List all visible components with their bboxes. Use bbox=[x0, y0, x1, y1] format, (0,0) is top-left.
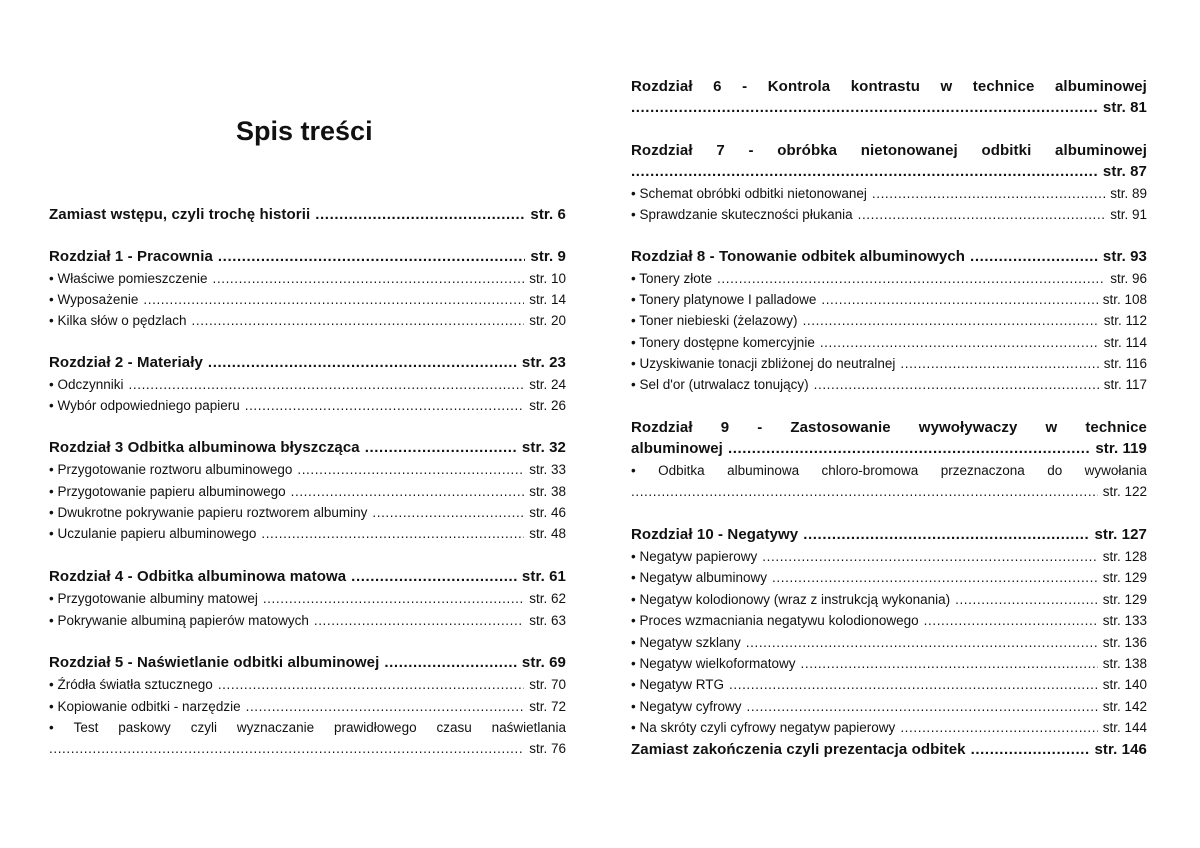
toc-page-number: str. 33 bbox=[529, 462, 566, 477]
toc-page-number: str. 117 bbox=[1103, 377, 1147, 392]
toc-entry-label: Zamiast wstępu, czyli trochę historii bbox=[49, 206, 311, 223]
toc-section-entry bbox=[631, 374, 1147, 395]
toc-page-number: str. 81 bbox=[1102, 99, 1147, 116]
toc-page-number: str. 119 bbox=[1095, 440, 1147, 457]
toc-page-number: str. 48 bbox=[529, 526, 566, 541]
dot-leader bbox=[955, 589, 1098, 610]
toc-section-entry bbox=[631, 610, 1147, 631]
toc-chapter-entry bbox=[631, 76, 1147, 97]
toc-entry-label: • Źródła światła sztucznego bbox=[49, 677, 213, 692]
toc-section-entry bbox=[631, 183, 1147, 204]
toc-entry-label: • Dwukrotne pokrywanie papieru roztworem albuminy bbox=[49, 505, 368, 520]
toc-page-number: str. 108 bbox=[1102, 292, 1147, 307]
dot-leader bbox=[372, 502, 524, 523]
toc-section-entry bbox=[631, 653, 1147, 674]
dot-leader bbox=[49, 738, 524, 759]
toc-page-number: str. 133 bbox=[1102, 613, 1147, 628]
dot-leader bbox=[208, 352, 517, 373]
dot-leader bbox=[970, 246, 1098, 267]
toc-entry-label: • Tonery złote bbox=[631, 271, 713, 286]
toc-page-number: str. 69 bbox=[521, 654, 566, 671]
toc-section-entry bbox=[49, 289, 566, 310]
dot-leader bbox=[971, 739, 1090, 760]
toc-section-entry bbox=[631, 332, 1147, 353]
toc-page-number: str. 9 bbox=[530, 248, 566, 265]
dot-leader bbox=[747, 696, 1098, 717]
toc-entry-label: • Tonery dostępne komercyjnie bbox=[631, 335, 815, 350]
toc-chapter-entry bbox=[49, 204, 566, 225]
toc-section-entry bbox=[49, 459, 566, 480]
page-title: Spis treści bbox=[236, 116, 373, 146]
toc-page-number: str. 61 bbox=[521, 568, 566, 585]
dot-leader bbox=[143, 289, 524, 310]
toc-entry-label: • Przygotowanie papieru albuminowego bbox=[49, 484, 286, 499]
toc-entry-label: albuminowej bbox=[631, 440, 723, 457]
dot-leader bbox=[297, 459, 524, 480]
dot-leader bbox=[291, 481, 525, 502]
toc-entry-label: Rozdział 2 - Materiały bbox=[49, 354, 203, 371]
toc-entry-label: • Negatyw cyfrowy bbox=[631, 699, 742, 714]
dot-leader bbox=[365, 437, 517, 458]
dot-leader bbox=[858, 204, 1106, 225]
toc-chapter-entry bbox=[631, 417, 1147, 438]
toc-entry-label: • Uzyskiwanie tonacji zbliżonej do neutralnej bbox=[631, 356, 896, 371]
toc-page-number: str. 116 bbox=[1103, 356, 1147, 371]
toc-chapter-entry bbox=[49, 352, 566, 373]
toc-section-entry bbox=[631, 696, 1147, 717]
dot-leader bbox=[803, 524, 1089, 545]
dot-leader bbox=[772, 567, 1098, 588]
toc-page-number: str. 26 bbox=[529, 398, 566, 413]
toc-section-entry bbox=[49, 502, 566, 523]
toc-page-number: str. 38 bbox=[529, 484, 566, 499]
toc-page-number: str. 72 bbox=[529, 699, 566, 714]
toc-section-entry bbox=[631, 289, 1147, 310]
toc-entry-label: • Wybór odpowiedniego papieru bbox=[49, 398, 240, 413]
toc-entry-label: Rozdział 10 - Negatywy bbox=[631, 526, 799, 543]
dot-leader bbox=[820, 332, 1099, 353]
toc-section-entry bbox=[631, 460, 1147, 481]
toc-entry-label: Rozdział 7 - obróbka nietonowanej odbitki albuminowej bbox=[631, 142, 1147, 159]
toc-page-number: str. 10 bbox=[529, 271, 566, 286]
toc-section-entry bbox=[49, 610, 566, 631]
toc-page-number: str. 114 bbox=[1103, 335, 1147, 350]
dot-leader bbox=[631, 481, 1098, 502]
toc-entry-label: • Sprawdzanie skuteczności płukania bbox=[631, 207, 853, 222]
toc-chapter-entry bbox=[49, 437, 566, 458]
toc-chapter-entry bbox=[631, 524, 1147, 545]
toc-entry-label: • Negatyw RTG bbox=[631, 677, 725, 692]
dot-leader bbox=[729, 674, 1098, 695]
toc-entry-label: • Negatyw wielkoformatowy bbox=[631, 656, 796, 671]
dot-leader bbox=[315, 204, 525, 225]
toc-entry-label: • Kilka słów o pędzlach bbox=[49, 313, 187, 328]
toc-entry-label: • Odczynniki bbox=[49, 377, 124, 392]
toc-chapter-entry bbox=[631, 140, 1147, 161]
toc-entry-label: • Kopiowanie odbitki - narzędzie bbox=[49, 699, 241, 714]
dot-leader bbox=[762, 546, 1097, 567]
dot-leader bbox=[129, 374, 525, 395]
toc-entry-label: • Uczulanie papieru albuminowego bbox=[49, 526, 257, 541]
toc-entry-label: • Wyposażenie bbox=[49, 292, 139, 307]
toc-chapter-entry bbox=[49, 566, 566, 587]
toc-entry-label: Rozdział 8 - Tonowanie odbitek albuminowych bbox=[631, 248, 966, 265]
dot-leader bbox=[814, 374, 1099, 395]
dot-leader bbox=[192, 310, 525, 331]
toc-section-entry bbox=[49, 395, 566, 416]
toc-entry-label: • Test paskowy czyli wyznaczanie prawidłowego czasu naświetlania bbox=[49, 720, 566, 735]
toc-page-number: str. 89 bbox=[1110, 186, 1147, 201]
toc-section-entry bbox=[49, 374, 566, 395]
toc-chapter-entry bbox=[631, 739, 1147, 760]
toc-page-number: str. 142 bbox=[1102, 699, 1147, 714]
toc-page-number: str. 23 bbox=[521, 354, 566, 371]
toc-entry-label: • Proces wzmacniania negatywu kolodionowego bbox=[631, 613, 919, 628]
toc-page-number: str. 87 bbox=[1102, 163, 1147, 180]
toc-page-number: str. 144 bbox=[1102, 720, 1147, 735]
toc-section-entry bbox=[631, 268, 1147, 289]
toc-section-entry bbox=[49, 481, 566, 502]
toc-page-number: str. 93 bbox=[1102, 248, 1147, 265]
toc-section-entry bbox=[631, 589, 1147, 610]
dot-leader bbox=[728, 438, 1090, 459]
dot-leader bbox=[900, 353, 1098, 374]
toc-entry-label: Rozdział 3 Odbitka albuminowa błyszcząca bbox=[49, 439, 360, 456]
toc-entry-label: • Toner niebieski (żelazowy) bbox=[631, 313, 798, 328]
toc-section-entry bbox=[631, 204, 1147, 225]
toc-page-number: str. 127 bbox=[1094, 526, 1147, 543]
toc-section-entry bbox=[49, 588, 566, 609]
toc-page-number: str. 6 bbox=[530, 206, 566, 223]
toc-page-number: str. 46 bbox=[529, 505, 566, 520]
toc-chapter-entry bbox=[631, 438, 1147, 459]
toc-page-number: str. 122 bbox=[1102, 484, 1147, 499]
toc-entry-label: • Na skróty czyli cyfrowy negatyw papierowy bbox=[631, 720, 896, 735]
toc-section-entry bbox=[631, 310, 1147, 331]
dot-leader bbox=[213, 268, 525, 289]
dot-leader bbox=[801, 653, 1098, 674]
dot-leader bbox=[631, 161, 1098, 182]
dot-leader bbox=[384, 652, 517, 673]
toc-section-entry bbox=[631, 717, 1147, 738]
toc-entry-label: • Odbitka albuminowa chloro-bromowa przeznaczona do wywołania bbox=[631, 463, 1147, 478]
toc-section-entry bbox=[631, 481, 1147, 502]
toc-section-entry bbox=[49, 310, 566, 331]
toc-section-entry bbox=[631, 567, 1147, 588]
toc-entry-label: Rozdział 4 - Odbitka albuminowa matowa bbox=[49, 568, 347, 585]
toc-entry-label: Rozdział 1 - Pracownia bbox=[49, 248, 213, 265]
dot-leader bbox=[263, 588, 524, 609]
toc-entry-label: • Sel d'or (utrwalacz tonujący) bbox=[631, 377, 809, 392]
toc-entry-label: • Negatyw albuminowy bbox=[631, 570, 768, 585]
dot-leader bbox=[631, 97, 1098, 118]
dot-leader bbox=[218, 674, 524, 695]
dot-leader bbox=[746, 632, 1098, 653]
toc-page-number: str. 128 bbox=[1102, 549, 1147, 564]
dot-leader bbox=[351, 566, 517, 587]
toc-entry-label: • Negatyw kolodionowy (wraz z instrukcją wykonania) bbox=[631, 592, 951, 607]
toc-page-number: str. 62 bbox=[529, 591, 566, 606]
dot-leader bbox=[261, 523, 524, 544]
toc-entry-label: Rozdział 9 - Zastosowanie wywoływaczy w technice bbox=[631, 419, 1147, 436]
toc-entry-label: Zamiast zakończenia czyli prezentacja odbitek bbox=[631, 741, 966, 758]
toc-page-number: str. 140 bbox=[1102, 677, 1147, 692]
dot-leader bbox=[821, 289, 1097, 310]
dot-leader bbox=[872, 183, 1105, 204]
dot-leader bbox=[245, 395, 524, 416]
toc-section-entry bbox=[49, 738, 566, 759]
toc-section-entry bbox=[49, 696, 566, 717]
toc-section-entry bbox=[49, 674, 566, 695]
toc-section-entry bbox=[631, 674, 1147, 695]
toc-page-number: str. 63 bbox=[529, 613, 566, 628]
dot-leader bbox=[803, 310, 1099, 331]
toc-page-number: str. 91 bbox=[1110, 207, 1147, 222]
toc-entry-label: • Właściwe pomieszczenie bbox=[49, 271, 208, 286]
toc-entry-label: • Pokrywanie albuminą papierów matowych bbox=[49, 613, 309, 628]
toc-section-entry bbox=[49, 268, 566, 289]
dot-leader bbox=[246, 696, 525, 717]
toc-entry-label: • Schemat obróbki odbitki nietonowanej bbox=[631, 186, 867, 201]
toc-chapter-entry bbox=[631, 246, 1147, 267]
toc-page-number: str. 146 bbox=[1094, 741, 1147, 758]
toc-entry-label: • Tonery platynowe I palladowe bbox=[631, 292, 817, 307]
toc-page-number: str. 136 bbox=[1102, 635, 1147, 650]
dot-leader bbox=[218, 246, 525, 267]
toc-section-entry bbox=[631, 546, 1147, 567]
dot-leader bbox=[314, 610, 524, 631]
dot-leader bbox=[717, 268, 1105, 289]
toc-section-entry bbox=[631, 353, 1147, 374]
toc-chapter-entry bbox=[49, 652, 566, 673]
toc-page-number: str. 96 bbox=[1110, 271, 1147, 286]
toc-page-number: str. 24 bbox=[529, 377, 566, 392]
toc-page-number: str. 138 bbox=[1102, 656, 1147, 671]
toc-page-number: str. 32 bbox=[521, 439, 566, 456]
toc-page-number: str. 129 bbox=[1102, 592, 1147, 607]
toc-section-entry bbox=[49, 717, 566, 738]
toc-entry-label: Rozdział 5 - Naświetlanie odbitki albuminowej bbox=[49, 654, 380, 671]
toc-page-number: str. 70 bbox=[529, 677, 566, 692]
toc-entry-label: • Przygotowanie roztworu albuminowego bbox=[49, 462, 293, 477]
toc-page-number: str. 14 bbox=[529, 292, 566, 307]
toc-page-number: str. 76 bbox=[529, 741, 566, 756]
toc-page-number: str. 112 bbox=[1103, 313, 1147, 328]
toc-entry-label: • Negatyw papierowy bbox=[631, 549, 758, 564]
toc-page-number: str. 20 bbox=[529, 313, 566, 328]
toc-entry-label: Rozdział 6 - Kontrola kontrastu w technice albuminowej bbox=[631, 78, 1147, 95]
toc-chapter-entry bbox=[631, 97, 1147, 118]
toc-chapter-entry bbox=[631, 161, 1147, 182]
dot-leader bbox=[900, 717, 1097, 738]
toc-section-entry bbox=[631, 632, 1147, 653]
toc-section-entry bbox=[49, 523, 566, 544]
toc-entry-label: • Negatyw szklany bbox=[631, 635, 741, 650]
toc-page-number: str. 129 bbox=[1102, 570, 1147, 585]
toc-entry-label: • Przygotowanie albuminy matowej bbox=[49, 591, 258, 606]
toc-chapter-entry bbox=[49, 246, 566, 267]
dot-leader bbox=[924, 610, 1098, 631]
